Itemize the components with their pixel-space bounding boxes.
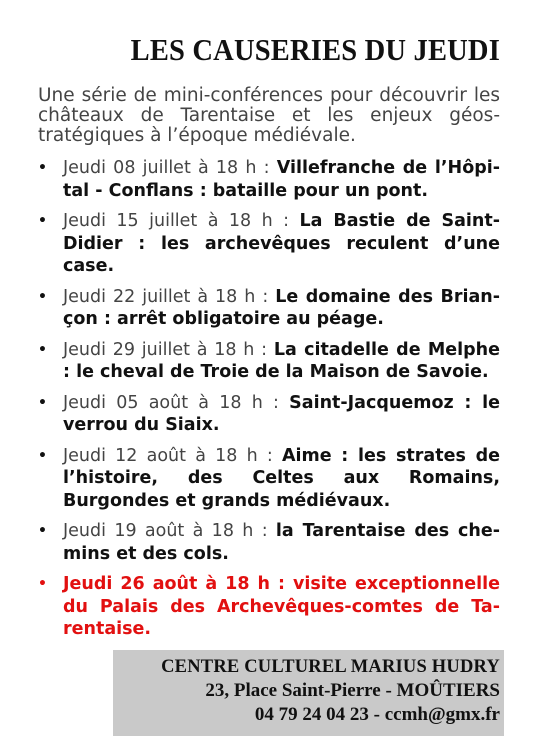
bullet-icon: • xyxy=(38,447,47,464)
session-item xyxy=(38,392,500,437)
session-item-highlighted xyxy=(38,573,500,641)
contact-footer xyxy=(113,650,504,736)
bullet-icon: • xyxy=(38,576,47,592)
session-topic: visite exceptionnelle du Palais des Archevêques-comtes de Ta-rentaise. xyxy=(63,574,501,639)
session-topic: Aime : les strates de l’histoire, des Celtes aux Romains, Burgondes et grands médiévaux. xyxy=(63,445,500,511)
session-list xyxy=(38,157,500,649)
session-topic: Villefranche de l’Hôpi-tal - Conflans : bataille pour un pont. xyxy=(63,158,501,201)
session-topic: Le domaine des Brian-çon : arrêt obligatoire au péage. xyxy=(63,286,500,329)
session-topic: la Tarentaise des che-mins et des cols. xyxy=(63,521,500,564)
session-date: Jeudi 19 août à 18 h : xyxy=(63,521,276,541)
organizer-contact: 04 79 24 04 23 - ccmh@gmx.fr xyxy=(254,704,500,725)
session-date: Jeudi 26 août à 18 h : xyxy=(63,574,293,594)
organizer-address: 23, Place Saint-Pierre - MOÛTIERS xyxy=(205,680,500,701)
intro-paragraph: Une série de mini-conférences pour découvrir les châteaux de Tarentaise et les enjeux géos-tratégiques à l’époque médiévale. xyxy=(38,85,500,146)
session-item xyxy=(38,210,500,278)
session-date: Jeudi 22 juillet à 18 h : xyxy=(63,286,276,307)
session-date: Jeudi 08 juillet à 18 h : xyxy=(63,158,277,178)
bullet-icon: • xyxy=(38,523,47,539)
bullet-icon: • xyxy=(38,394,47,411)
bullet-icon: • xyxy=(38,341,47,358)
session-item xyxy=(38,157,500,202)
session-item xyxy=(38,339,500,384)
session-date: Jeudi 29 juillet à 18 h : xyxy=(63,339,274,360)
session-item xyxy=(38,286,500,331)
bullet-icon: • xyxy=(38,160,47,176)
session-item xyxy=(38,445,500,513)
bullet-icon: • xyxy=(38,213,47,229)
session-topic: La citadelle de Melphe : le cheval de Troie de la Maison de Savoie. xyxy=(63,339,501,382)
organizer-name: CENTRE CULTUREL MARIUS HUDRY xyxy=(161,657,500,677)
page-title: LES CAUSERIES DU JEUDI xyxy=(130,32,500,67)
session-topic: Saint-Jacquemoz : le verrou du Siaix. xyxy=(63,392,501,435)
session-date: Jeudi 15 juillet à 18 h : xyxy=(63,211,300,231)
bullet-icon: • xyxy=(38,288,47,305)
session-date: Jeudi 05 août à 18 h : xyxy=(63,392,290,413)
session-topic: La Bastie de Saint-Didier : les archevêques reculent d’une case. xyxy=(63,211,500,276)
session-item xyxy=(38,520,500,565)
session-date: Jeudi 12 août à 18 h : xyxy=(63,445,282,466)
